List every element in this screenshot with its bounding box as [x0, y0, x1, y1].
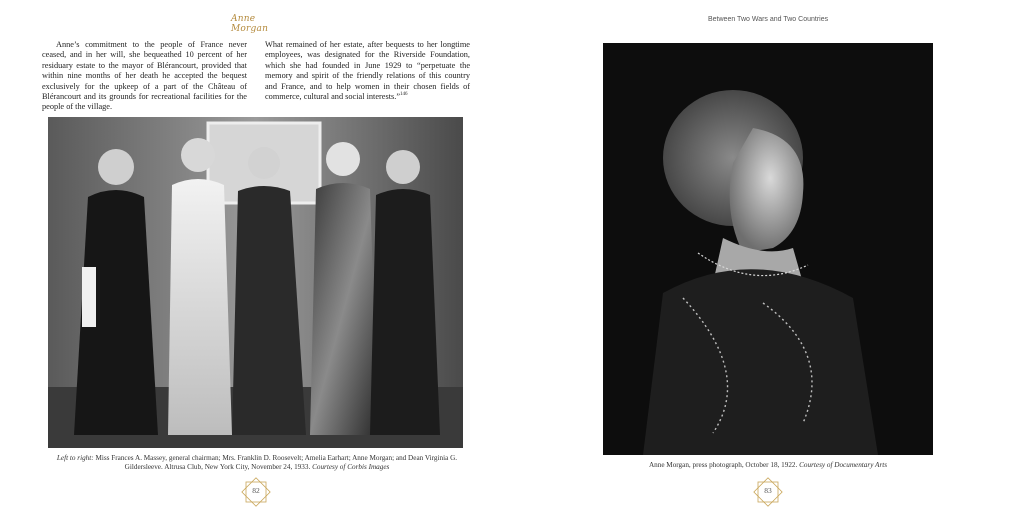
portrait-caption-credit: Courtesy of Documentary Arts: [799, 461, 888, 469]
page-number-right: 83: [764, 486, 772, 495]
body-column-b: [265, 40, 470, 102]
running-head-left: Anne Morgan: [231, 14, 269, 34]
group-photo-caption: [48, 454, 466, 472]
body-column-b-text: What remained of her estate, after bequests to her longtime employees, was designated for the Riverside Foundation, which she had founded in June 1929 to “perpetuate the memory and spirit of the friendly relations of this country and France, and to help women in their chosen fields of commerce, cultural and social interests.”: [265, 40, 470, 102]
endnote-marker: 146: [400, 92, 408, 98]
portrait-photo-image: [603, 43, 933, 455]
portrait-caption: [603, 461, 933, 470]
page-number-left: 82: [252, 486, 260, 495]
group-photo-image: [48, 117, 463, 448]
portrait-photograph: [603, 43, 933, 455]
group-photograph: [48, 117, 463, 448]
page-number-ornament-left: [241, 477, 271, 507]
caption-body: Miss Frances A. Massey, general chairman; Mrs. Franklin D. Roosevelt; Amelia Earhart; Anne Morgan; and Dean Virginia G. Gildersleeve. Altrusa Club, New York City, November 24, 1933.: [93, 454, 458, 471]
caption-lead: Left to right:: [56, 454, 94, 462]
page-number-ornament-right: [753, 477, 783, 507]
portrait-caption-body: Anne Morgan, press photograph, October 18, 1922.: [648, 461, 800, 469]
running-head-right: Between Two Wars and Two Countries: [708, 16, 829, 23]
body-column-a: Anne’s commitment to the people of France never ceased, and in her will, she bequeathed 10 percent of her residuary estate to the mayor of Blérancourt, provided that within nine months of her death he accepted the bequest exclusively for the upkeep of a part of the Château of Blérancourt and its grounds for recreational facilities for the people of the village.: [42, 40, 247, 112]
right-page: [512, 0, 1024, 512]
caption-credit: Courtesy of Corbis Images: [312, 463, 390, 471]
